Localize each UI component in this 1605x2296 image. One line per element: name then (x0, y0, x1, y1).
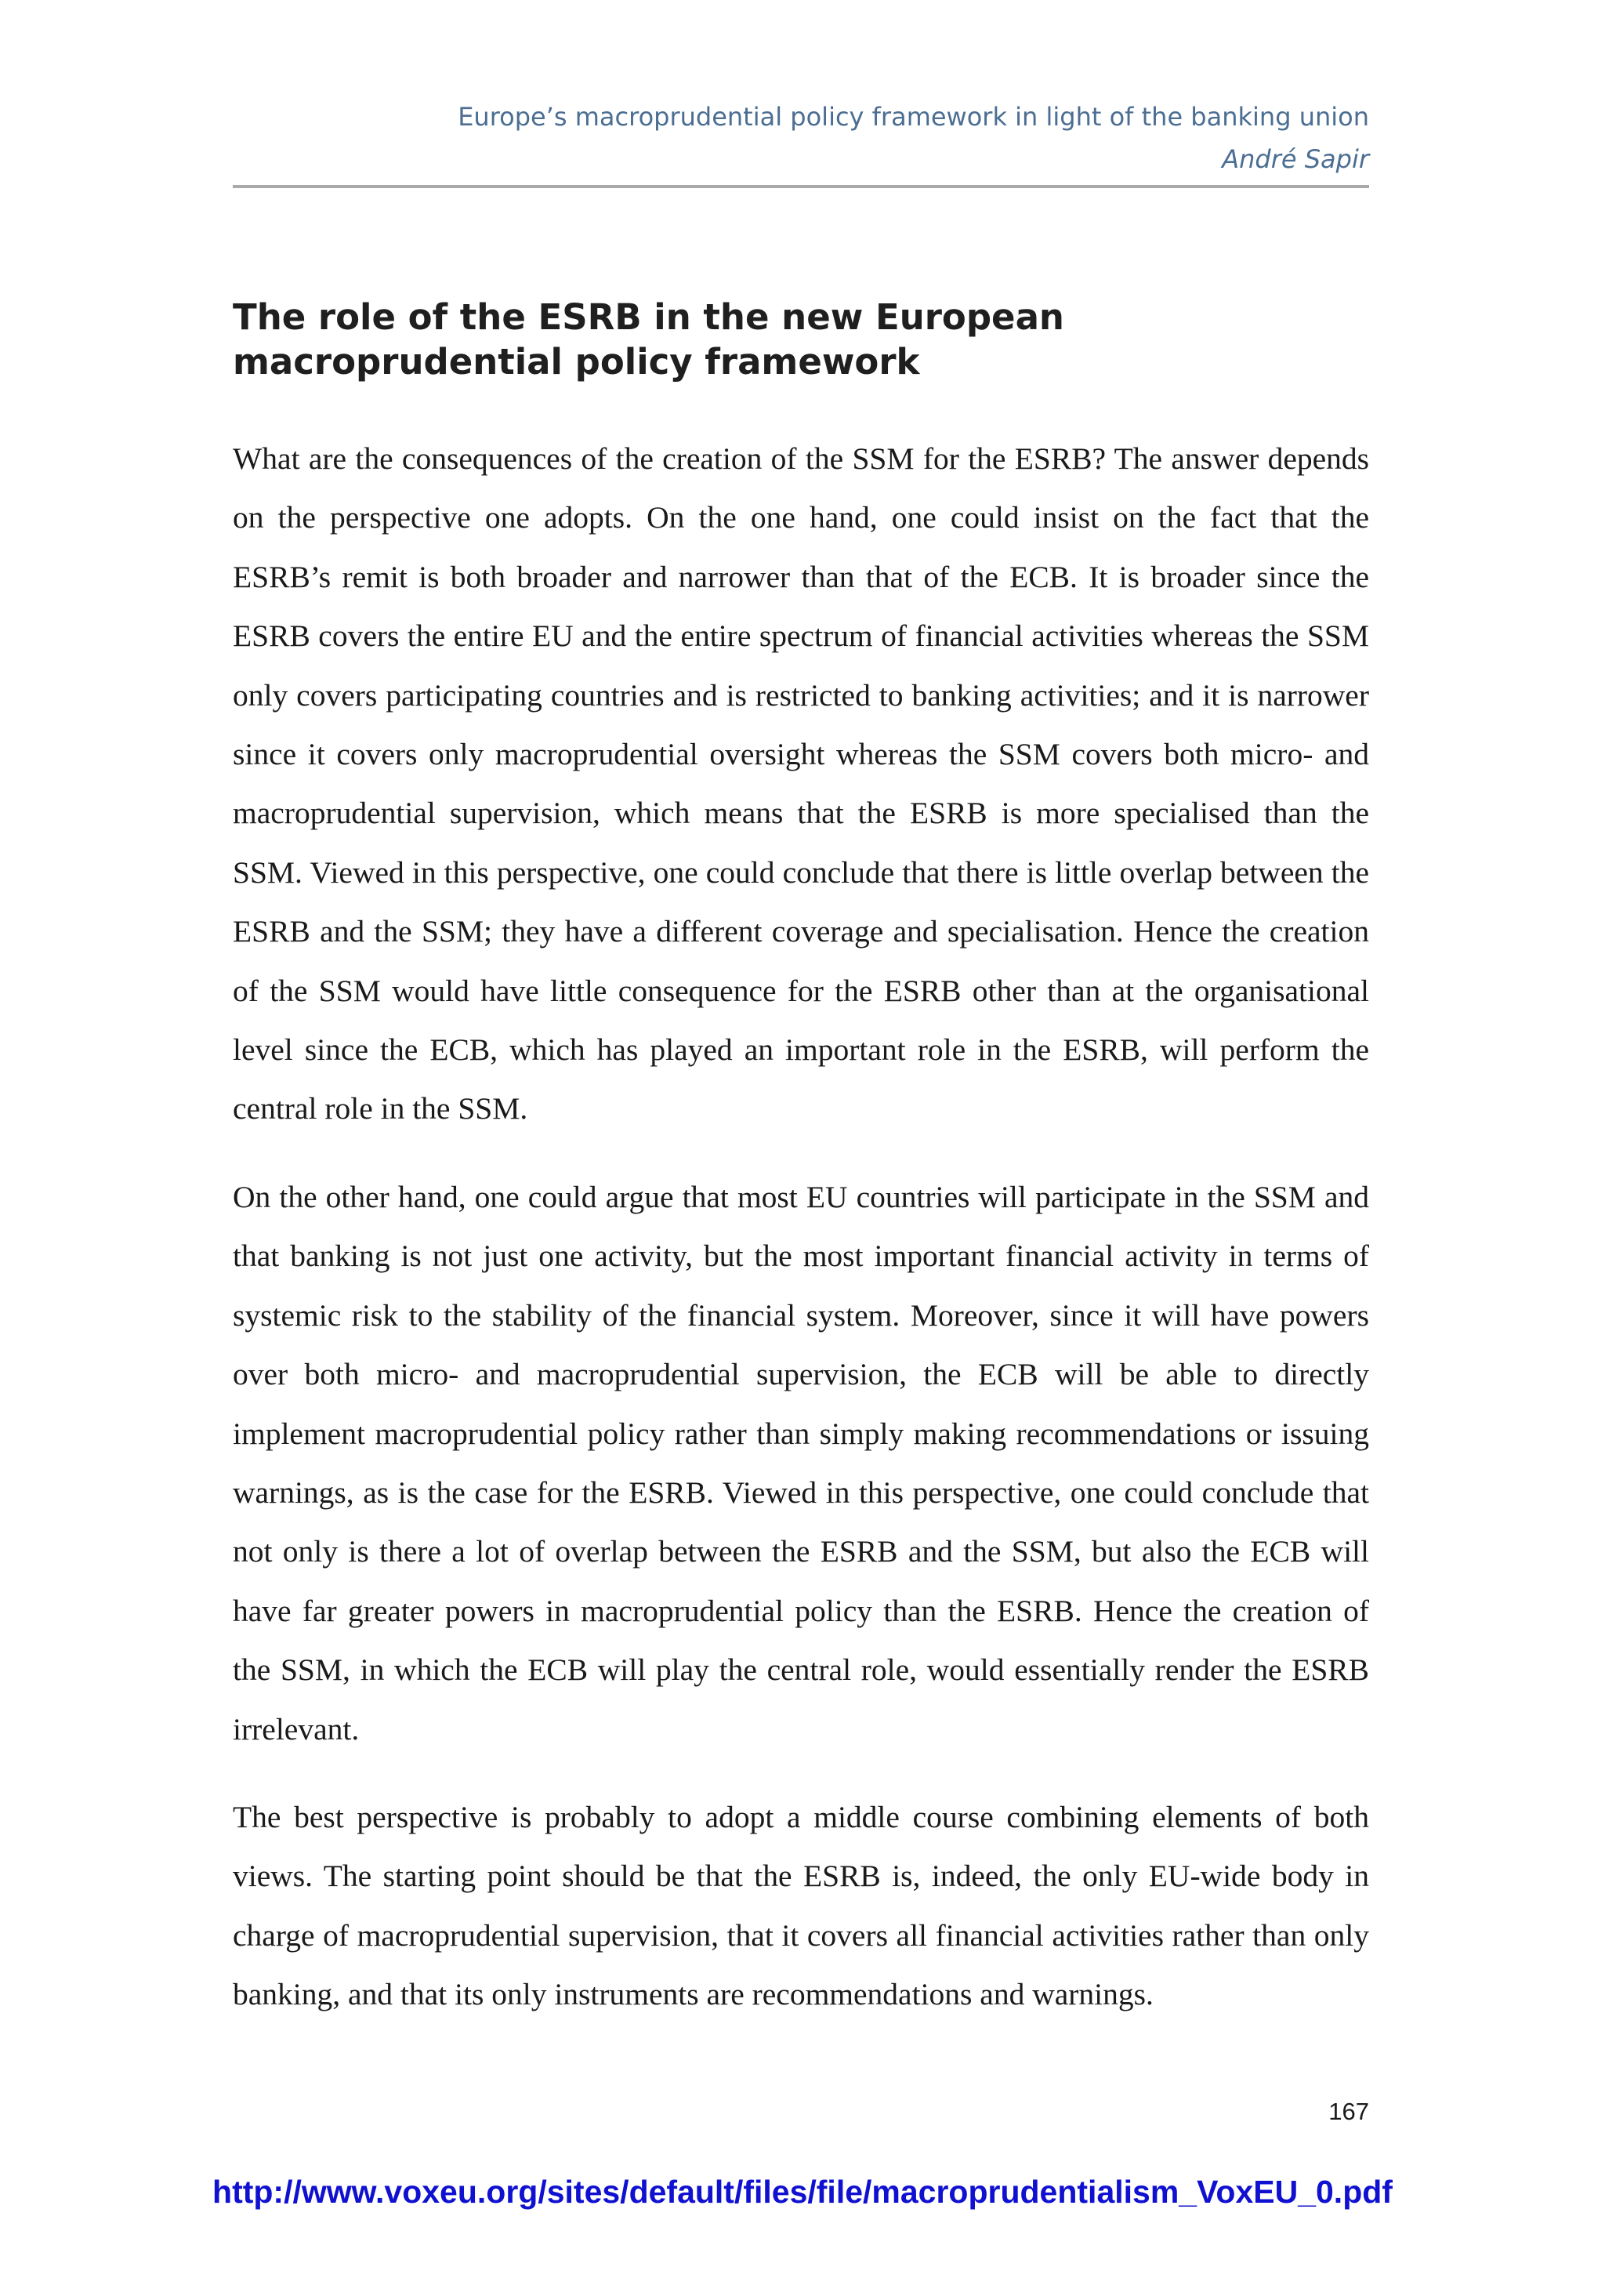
paragraph-1: What are the consequences of the creation of the SSM for the ESRB? The answer depends on the perspective one adopts. On the one hand, one could insist on the fact that the ESRB’s remit is both broader and narrower than that of the ECB. It is broader since the ESRB covers the entire EU and the entire spectrum of financial activities whereas the SSM only covers participating countries and is restricted to banking activities; and it is narrower since it covers only macroprudential oversight whereas the SSM covers both micro- and macroprudential supervision, which means that the ESRB is more specialised than the SSM. Viewed in this perspective, one could conclude that there is little overlap between the ESRB and the SSM; they have a different coverage and specialisation. Hence the creation of the SSM would have little consequence for the ESRB other than at the organisational level since the ECB, which has played an important role in the ESRB, will perform the central role in the SSM. (233, 441, 1369, 1126)
body-text (233, 430, 1369, 2054)
book-title: Europe’s macroprudential policy framework in light of the banking union (458, 102, 1369, 132)
author-name: André Sapir (1222, 144, 1369, 174)
header-divider (233, 185, 1369, 188)
paragraph-2: On the other hand, one could argue that most EU countries will participate in the SSM and that banking is not just one activity, but the most important financial activity in terms of systemic risk to the stability of the financial system. Moreover, since it will have powers over both micro- and macroprudential supervision, the ECB will be able to directly implement macroprudential policy rather than simply making recommendations or issuing warnings, as is the case for the ESRB. Viewed in this perspective, one could conclude that not only is there a lot of overlap between the ESRB and the SSM, but also the ECB will have far greater powers in macroprudential policy than the ESRB. Hence the creation of the SSM, in which the ECB will play the central role, would essentially render the ESRB irrelevant. (233, 1179, 1369, 1746)
page-number: 167 (1328, 2098, 1369, 2125)
paragraph-3: The best perspective is probably to adopt a middle course combining elements of both views. The starting point should be that the ESRB is, indeed, the only EU-wide body in charge of macroprudential supervision, that it covers all financial activities rather than only banking, and that its only instruments are recommendations and warnings. (233, 1799, 1369, 2012)
source-url-link[interactable]: http://www.voxeu.org/sites/default/files/file/macroprudentialism_VoxEU_0.pdf (212, 2174, 1393, 2210)
running-header (233, 96, 1369, 180)
section-title: The role of the ESRB in the new European macroprudential policy framework (233, 296, 1064, 383)
